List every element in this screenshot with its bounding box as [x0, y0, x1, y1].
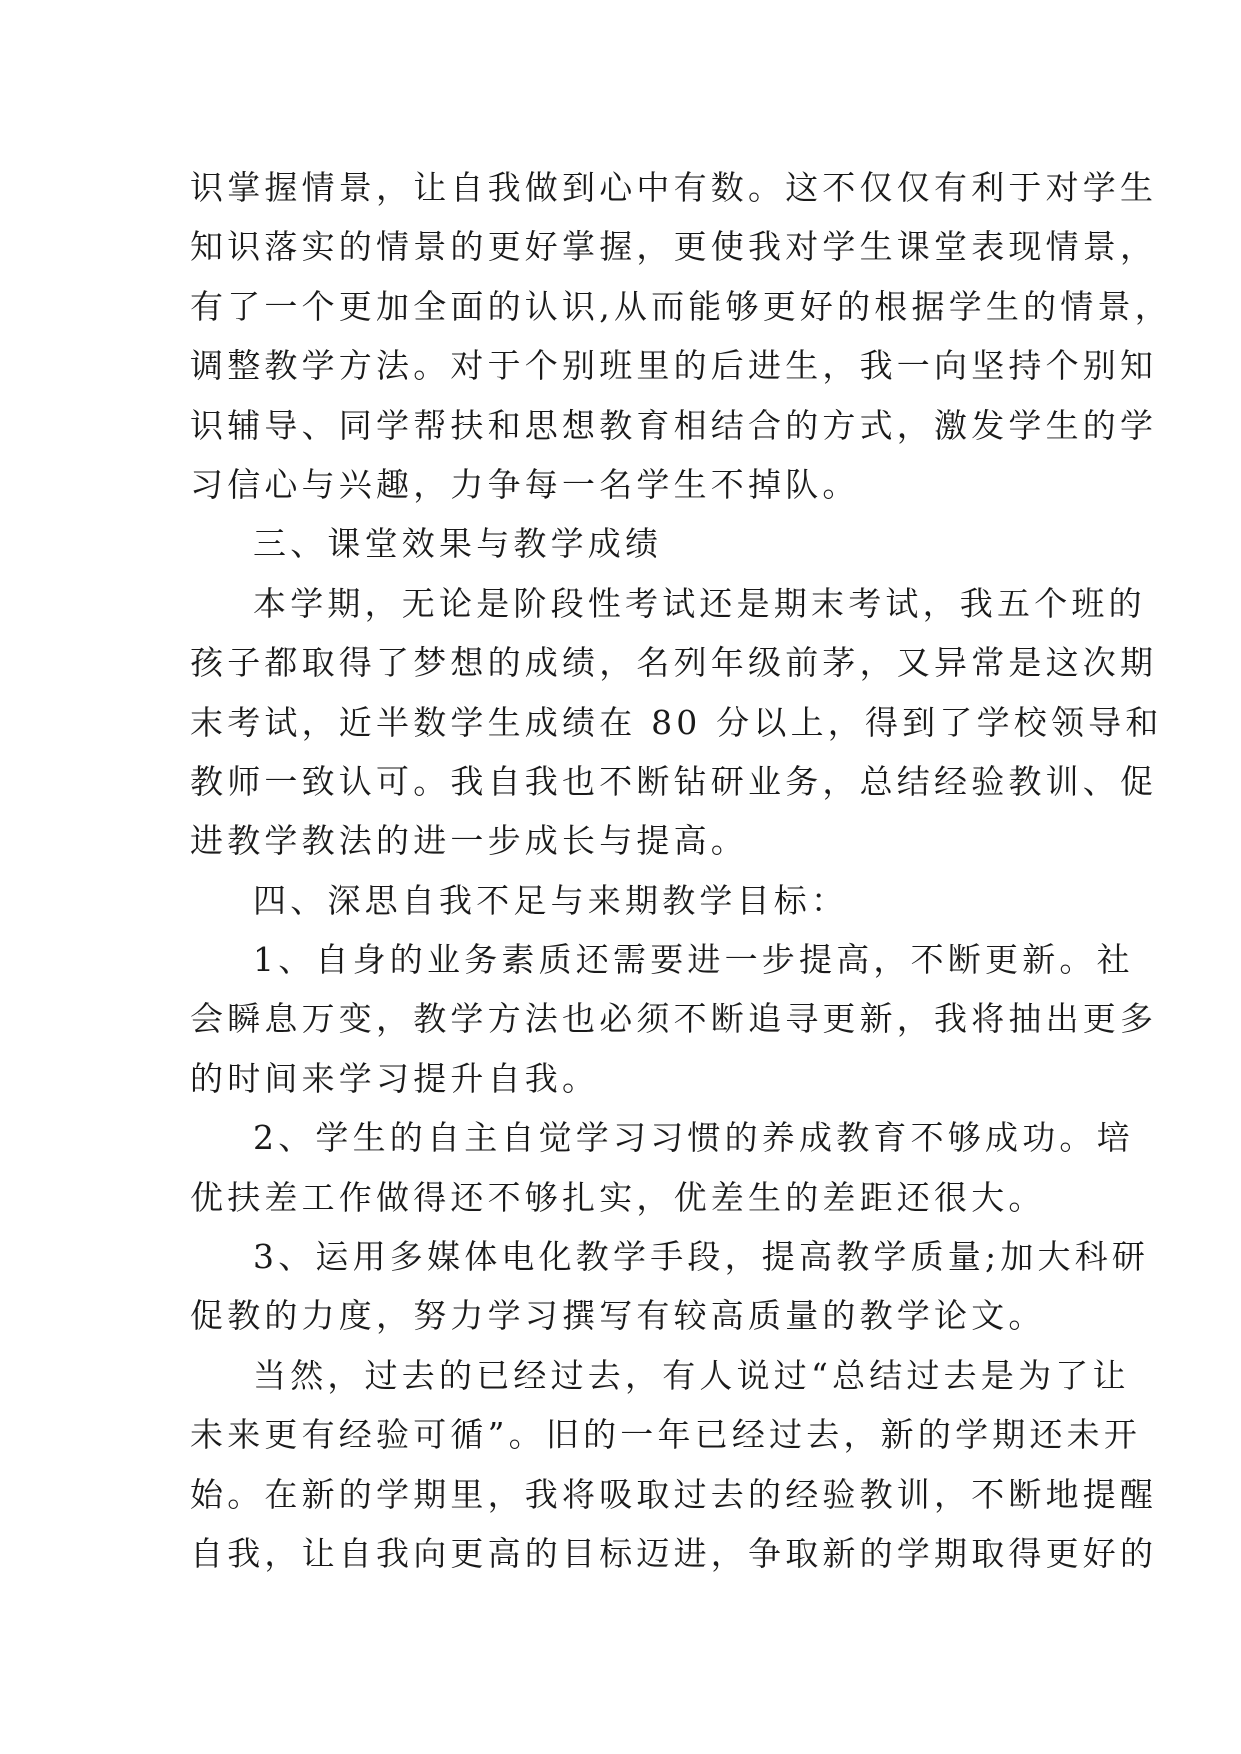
text-line: 调整教学方法。对于个别班里的后进生，我一向坚持个别知: [190, 346, 1158, 386]
text-line: 始。在新的学期里，我将吸取过去的经验教训，不断地提醒: [190, 1474, 1158, 1514]
list-item-1: 1、自身的业务素质还需要进一步提高，不断更新。社: [253, 940, 1134, 980]
text-line: 优扶差工作做得还不够扎实，优差生的差距还很大。: [190, 1177, 1046, 1217]
text-line: 知识落实的情景的更好掌握，更使我对学生课堂表现情景，: [190, 227, 1158, 267]
text-line: 识辅导、同学帮扶和思想教育相结合的方式，激发学生的学: [190, 405, 1158, 445]
closing-paragraph: 当然，过去的已经过去，有人说过“总结过去是为了让: [253, 1355, 1130, 1395]
text-line: 促教的力度，努力学习撰写有较高质量的教学论文。: [190, 1296, 1046, 1336]
text-line: 本学期，无论是阶段性考试还是期末考试，我五个班的: [253, 583, 1146, 623]
text-line: 识掌握情景，让自我做到心中有数。这不仅仅有利于对学生: [190, 168, 1158, 207]
document-body: [190, 158, 1172, 1583]
section-heading-3: 三、课堂效果与教学成绩: [253, 524, 663, 564]
text-line: 会瞬息万变，教学方法也必须不断追寻更新，我将抽出更多: [190, 999, 1158, 1039]
text-line: 孩子都取得了梦想的成绩，名列年级前茅，又异常是这次期: [190, 643, 1158, 683]
list-item-2: 2、学生的自主自觉学习习惯的养成教育不够成功。培: [253, 1118, 1134, 1158]
list-item-3: 3、运用多媒体电化教学手段，提高教学质量;加大科研: [253, 1237, 1150, 1277]
text-line: 未来更有经验可循”。旧的一年已经过去，新的学期还未开: [190, 1415, 1142, 1455]
text-line: 有了一个更加全面的认识,从而能够更好的根据学生的情景，: [190, 286, 1172, 326]
text-line: 末考试，近半数学生成绩在 80 分以上，得到了学校领导和: [190, 702, 1163, 742]
text-line: 教师一致认可。我自我也不断钻研业务，总结经验教训、促: [190, 761, 1158, 801]
text-line: 进教学教法的进一步成长与提高。: [190, 821, 748, 861]
text-line: 习信心与兴趣，力争每一名学生不掉队。: [190, 464, 860, 504]
section-heading-4: 四、深思自我不足与来期教学目标：: [253, 880, 849, 920]
text-line: 的时间来学习提升自我。: [190, 1058, 600, 1098]
text-line: 自我，让自我向更高的目标迈进，争取新的学期取得更好的: [190, 1533, 1158, 1573]
